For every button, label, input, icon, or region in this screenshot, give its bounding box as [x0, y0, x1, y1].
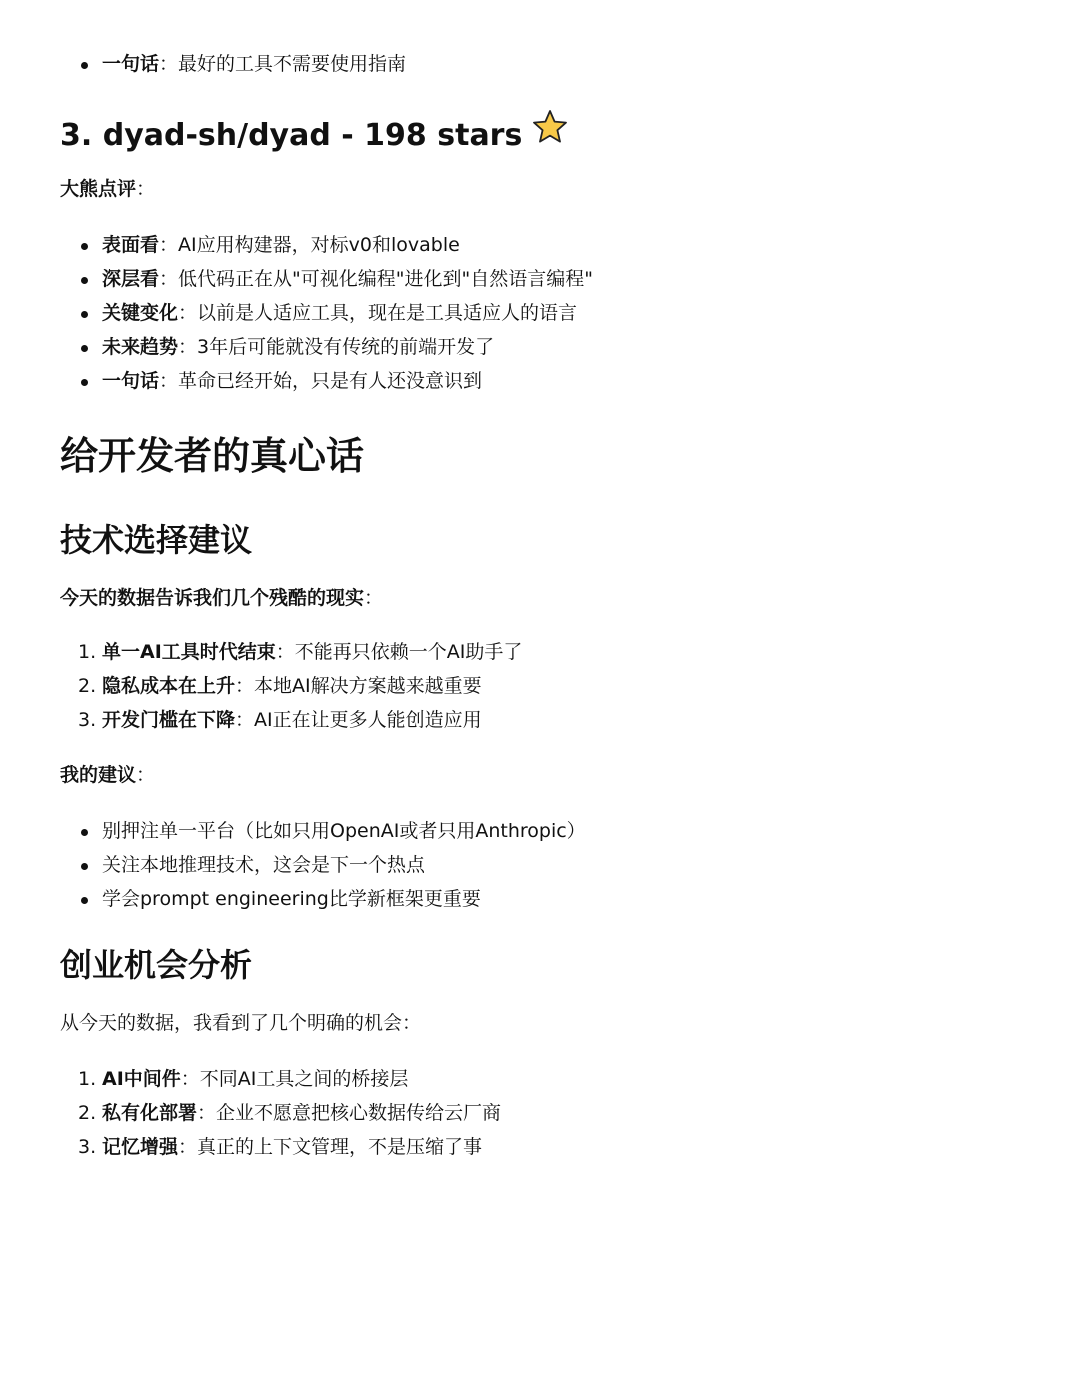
item-separator: ： — [159, 234, 179, 256]
tech-list — [60, 635, 522, 737]
item-separator: ： — [178, 302, 198, 324]
item-number: 3. — [78, 1136, 97, 1158]
review-list — [60, 228, 593, 398]
list-item — [60, 848, 586, 882]
bullet-dot — [81, 829, 88, 836]
item-text: AI正在让更多人能创造应用 — [254, 709, 482, 731]
list-item — [60, 1096, 501, 1130]
main-heading: 给开发者的真心话 — [60, 434, 365, 478]
tech-intro-separator: ： — [364, 587, 384, 609]
top-bullet-list — [60, 47, 406, 81]
startup-list — [60, 1062, 501, 1164]
list-item — [60, 364, 593, 398]
tech-section-title: 技术选择建议 — [60, 521, 253, 559]
item-label: 未来趋势 — [102, 336, 179, 358]
item-label: 深层看 — [102, 268, 160, 290]
item-label: 单一AI工具时代结束 — [102, 641, 276, 663]
star-icon — [532, 109, 568, 158]
bullet-dot — [81, 345, 88, 352]
bullet-dot — [81, 311, 88, 318]
advice-heading-label: 我的建议 — [60, 764, 137, 786]
list-item — [60, 1130, 501, 1164]
item-separator: ： — [159, 53, 179, 75]
review-heading-label: 大熊点评 — [60, 178, 137, 200]
item-text: 学会prompt engineering比学新框架更重要 — [102, 888, 481, 910]
list-item — [60, 635, 522, 669]
startup-intro: 从今天的数据，我看到了几个明确的机会： — [60, 1012, 422, 1034]
startup-section-title: 创业机会分析 — [60, 946, 253, 984]
item-number: 1. — [78, 1068, 97, 1090]
item-number: 1. — [78, 641, 97, 663]
item-text: 别押注单一平台（比如只用OpenAI或者只用Anthropic） — [102, 820, 586, 842]
item-label: 开发门槛在下降 — [102, 709, 236, 731]
item-label: 关键变化 — [102, 302, 179, 324]
item-separator: ： — [235, 709, 255, 731]
item-number: 3. — [78, 709, 97, 731]
item-label: 一句话 — [102, 370, 160, 392]
bullet-dot — [81, 62, 88, 69]
item-label: 私有化部署 — [102, 1102, 198, 1124]
bullet-dot — [81, 243, 88, 250]
item-separator: ： — [197, 1102, 217, 1124]
advice-heading — [60, 758, 155, 792]
item-separator: ： — [178, 1136, 198, 1158]
bullet-dot — [81, 897, 88, 904]
item-text: 本地AI解决方案越来越重要 — [254, 675, 482, 697]
item-text: 3年后可能就没有传统的前端开发了 — [197, 336, 495, 358]
item-number: 2. — [78, 675, 97, 697]
item-separator: ： — [235, 675, 255, 697]
item-label: 记忆增强 — [102, 1136, 179, 1158]
item-separator: ： — [159, 370, 179, 392]
item-text: 低代码正在从"可视化编程"进化到"自然语言编程" — [178, 268, 593, 290]
item-separator: ： — [159, 268, 179, 290]
review-heading — [60, 172, 155, 206]
list-item — [60, 669, 522, 703]
item-text: AI应用构建器，对标v0和lovable — [178, 234, 460, 256]
item-text: 不同AI工具之间的桥接层 — [199, 1068, 409, 1090]
repo-title — [60, 112, 568, 161]
item-number: 2. — [78, 1102, 97, 1124]
tech-intro-label: 今天的数据告诉我们几个残酷的现实 — [60, 587, 365, 609]
item-label: 隐私成本在上升 — [102, 675, 236, 697]
list-item — [60, 814, 586, 848]
list-item — [60, 330, 593, 364]
bullet-dot — [81, 277, 88, 284]
review-heading-separator: ： — [136, 178, 156, 200]
item-text: 关注本地推理技术，这会是下一个热点 — [102, 854, 426, 876]
item-text: 企业不愿意把核心数据传给云厂商 — [216, 1102, 502, 1124]
list-item — [60, 262, 593, 296]
item-text: 以前是人适应工具，现在是工具适应人的语言 — [197, 302, 578, 324]
list-item — [60, 703, 522, 737]
item-text: 不能再只依赖一个AI助手了 — [294, 641, 523, 663]
item-separator: ： — [275, 641, 295, 663]
list-item — [60, 228, 593, 262]
tech-intro — [60, 581, 383, 615]
advice-list — [60, 814, 586, 916]
bullet-dot — [81, 863, 88, 870]
item-separator: ： — [178, 336, 198, 358]
item-text: 最好的工具不需要使用指南 — [178, 53, 407, 75]
list-item — [60, 296, 593, 330]
item-label: 表面看 — [102, 234, 160, 256]
repo-title-text: 3. dyad-sh/dyad - 198 stars — [60, 118, 523, 153]
list-item — [60, 47, 406, 81]
advice-heading-separator: ： — [136, 764, 156, 786]
item-label: AI中间件 — [102, 1068, 181, 1090]
list-item — [60, 882, 586, 916]
item-label: 一句话 — [102, 53, 160, 75]
item-separator: ： — [180, 1068, 200, 1090]
bullet-dot — [81, 379, 88, 386]
list-item — [60, 1062, 501, 1096]
item-text: 真正的上下文管理，不是压缩了事 — [197, 1136, 483, 1158]
item-text: 革命已经开始，只是有人还没意识到 — [178, 370, 483, 392]
